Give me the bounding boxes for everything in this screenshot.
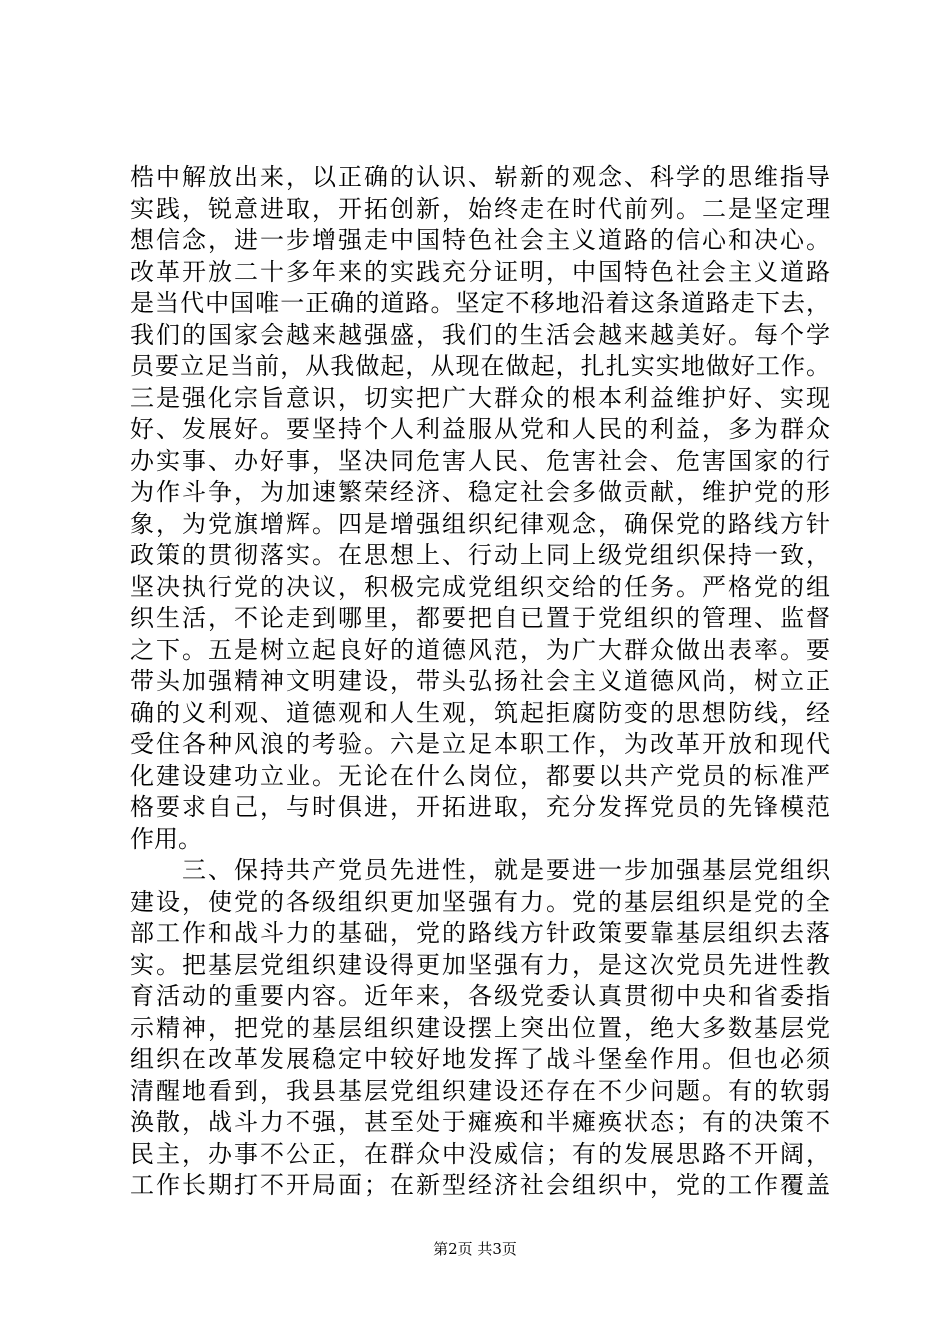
paragraph-2 [130, 855, 830, 1202]
paragraph-1 [130, 162, 830, 855]
text-line: 想信念，进一步增强走中国特色社会主义道路的信心和决心。 [130, 226, 830, 254]
text-line: 化建设建功立业。无论在什么岗位，都要以共产党员的标准严 [130, 761, 830, 790]
text-line: 建设，使党的各级组织更加坚强有力。党的基层组织是党的全 [130, 887, 830, 916]
text-line: 之下。五是树立起良好的道德风范，为广大群众做出表率。要 [130, 635, 830, 664]
text-line: 坚决执行党的决议，积极完成党组织交给的任务。严格党的组 [130, 572, 830, 601]
text-line: 改革开放二十多年来的实践充分证明，中国特色社会主义道路 [130, 257, 830, 286]
text-line: 作用。 [130, 824, 202, 853]
text-line: 部工作和战斗力的基础，党的路线方针政策要靠基层组织去落 [130, 919, 830, 947]
text-line: 我们的国家会越来越强盛，我们的生活会越来越美好。每个学 [130, 320, 830, 349]
text-line: 好、发展好。要坚持个人利益服从党和人民的利益，多为群众 [130, 415, 830, 443]
text-line: 工作长期打不开局面；在新型经济社会组织中，党的工作覆盖 [130, 1171, 830, 1199]
text-line: 清醒地看到，我县基层党组织建设还存在不少问题。有的软弱 [130, 1076, 830, 1105]
text-line: 涣散，战斗力不强，甚至处于瘫痪和半瘫痪状态；有的决策不 [130, 1108, 830, 1136]
text-line: 受住各种风浪的考验。六是立足本职工作，为改革开放和现代 [130, 730, 830, 758]
text-line: 格要求自己，与时俱进，开拓进取，充分发挥党员的先锋模范 [130, 793, 830, 821]
page-number: 第2页 共3页 [433, 1240, 517, 1258]
text-line: 三、保持共产党员先进性，就是要进一步加强基层党组织 [130, 856, 830, 884]
text-line: 实。把基层党组织建设得更加坚强有力，是这次党员先进性教 [130, 950, 830, 979]
text-line: 育活动的重要内容。近年来，各级党委认真贯彻中央和省委指 [130, 982, 830, 1010]
text-line: 三是强化宗旨意识，切实把广大群众的根本利益维护好、实现 [130, 383, 830, 412]
text-line: 织生活，不论走到哪里，都要把自已置于党组织的管理、监督 [130, 604, 830, 632]
text-line: 示精神，把党的基层组织建设摆上突出位置，绝大多数基层党 [130, 1013, 830, 1042]
document-body [130, 162, 830, 1202]
text-line: 为作斗争，为加速繁荣经济、稳定社会多做贡献，维护党的形 [130, 478, 830, 506]
text-line: 组织在改革发展稳定中较好地发挥了战斗堡垒作用。但也必须 [130, 1045, 830, 1073]
text-line: 确的义利观、道德观和人生观，筑起拒腐防变的思想防线，经 [130, 698, 830, 727]
text-line: 民主，办事不公正，在群众中没威信；有的发展思路不开阔， [130, 1139, 830, 1168]
text-line: 政策的贯彻落实。在思想上、行动上同上级党组织保持一致， [130, 541, 830, 569]
text-line: 象，为党旗增辉。四是增强组织纪律观念，确保党的路线方针 [130, 509, 830, 538]
text-line: 办实事、办好事，坚决同危害人民、危害社会、危害国家的行 [130, 446, 830, 475]
text-line: 员要立足当前，从我做起，从现在做起，扎扎实实地做好工作。 [130, 352, 830, 380]
text-line: 实践，锐意进取，开拓创新，始终走在时代前列。二是坚定理 [130, 194, 830, 223]
text-line: 梏中解放出来，以正确的认识、崭新的观念、科学的思维指导 [130, 163, 830, 191]
text-line: 带头加强精神文明建设，带头弘扬社会主义道德风尚，树立正 [130, 667, 830, 695]
text-line: 是当代中国唯一正确的道路。坚定不移地沿着这条道路走下去， [130, 289, 830, 317]
